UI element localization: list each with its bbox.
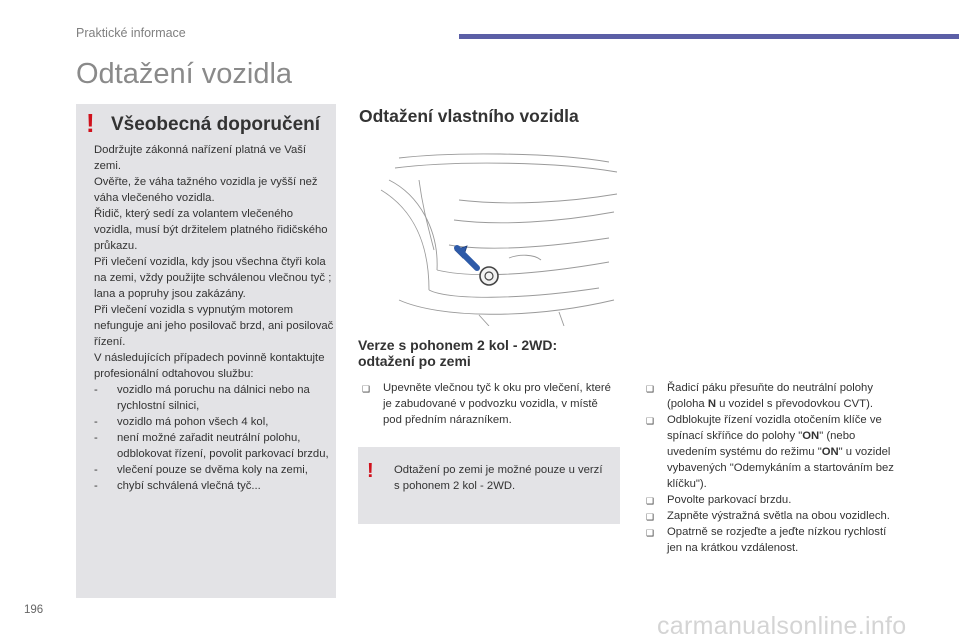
list-item: - není možné zařadit neutrální polohu, odblokovat řízení, povolit parkovací brzdu, bbox=[94, 432, 329, 460]
page-number: 196 bbox=[24, 604, 44, 616]
paragraph: Při vlečení vozidla s vypnutým motorem nefunguje ani jeho posilovač brzd, ani posilovač řízení. bbox=[94, 304, 334, 348]
checkbox-bullet-icon: ❑ bbox=[646, 528, 655, 538]
towing-eye-illustration bbox=[359, 150, 620, 326]
checkbox-bullet-icon: ❑ bbox=[646, 416, 655, 426]
checkbox-bullet-icon: ❑ bbox=[646, 384, 655, 394]
list-item: - chybí schválená vlečná tyč... bbox=[94, 480, 261, 492]
paragraph: Řidič, který sedí za volantem vlečeného vozidla, musí být držitelem platného řidičského průkazu. bbox=[94, 208, 328, 252]
page-title: Odtažení vozidla bbox=[76, 58, 293, 90]
note-text: Odtažení po zemi je možné pouze u verzí s pohonem 2 kol - 2WD. bbox=[394, 464, 603, 492]
arrow-shaft bbox=[457, 248, 477, 268]
checkbox-bullet-icon: ❑ bbox=[362, 384, 371, 394]
checkbox-bullet-icon: ❑ bbox=[646, 496, 655, 506]
list-item: ❑ Upevněte vlečnou tyč k oku pro vlečení, které je zabudované v podvozku vozidla, v místě pod předním nárazníkem. bbox=[362, 382, 611, 426]
paragraph: Ověřte, že váha tažného vozidla je vyšší než váha vlečeného vozidla. bbox=[94, 176, 318, 204]
list-item: - vozidlo má poruchu na dálnici nebo na rychlostní silnici, bbox=[94, 384, 310, 412]
general-advice-text bbox=[94, 142, 334, 494]
list-item: ❑ Zapněte výstražná světla na obou vozidlech. bbox=[646, 508, 896, 524]
left-bullet-list bbox=[362, 380, 617, 428]
checkbox-bullet-icon: ❑ bbox=[646, 512, 655, 522]
header-accent-bar bbox=[459, 34, 959, 39]
general-advice-title: Všeobecná doporučení bbox=[111, 114, 321, 135]
list-marker: - bbox=[94, 432, 98, 444]
towing-eye bbox=[480, 267, 498, 285]
list-marker: - bbox=[94, 416, 98, 428]
list-marker: - bbox=[94, 480, 98, 492]
watermark: carmanualsonline.info bbox=[657, 612, 907, 640]
list-item: - vlečení pouze se dvěma koly na zemi, bbox=[94, 464, 308, 476]
list-item: ❑ Odblokujte řízení vozidla otočením klíče ve spínací skříňce do polohy "ON" (nebo uvedením systému do režimu "ON" u vozidel vybavených "Odemykáním a startováním bez klíčku"). bbox=[646, 414, 894, 490]
warning-icon: ! bbox=[367, 460, 374, 482]
list-item: ❑ Opatrně se rozjeďte a jeďte nízkou rychlostí jen na krátkou vzdálenost. bbox=[646, 526, 887, 554]
list-marker: - bbox=[94, 464, 98, 476]
warning-icon: ! bbox=[86, 108, 95, 138]
section-header: Praktické informace bbox=[76, 26, 186, 40]
paragraph: Při vlečení vozidla, kdy jsou všechna čtyři kola na zemi, vždy použijte schválenou vlečnou tyč ; lana a popruhy jsou zakázány. bbox=[94, 256, 332, 300]
list-item: - vozidlo má pohon všech 4 kol, bbox=[94, 416, 269, 428]
paragraph: V následujících případech povinně kontaktujte profesionální odtahovou službu: bbox=[94, 352, 325, 380]
list-marker: - bbox=[94, 384, 98, 396]
tow-service-list bbox=[94, 382, 334, 494]
own-vehicle-title: Odtažení vlastního vozidla bbox=[359, 106, 579, 126]
right-bullet-list bbox=[646, 380, 896, 556]
list-item: ❑ Povolte parkovací brzdu. bbox=[646, 492, 896, 508]
paragraph: Dodržujte zákonná nařízení platná ve Vaší zemi. bbox=[94, 144, 307, 172]
list-item: ❑ Řadicí páku přesuňte do neutrální polohy (poloha N u vozidel s převodovkou CVT). bbox=[646, 382, 873, 410]
2wd-subtitle: Verze s pohonem 2 kol - 2WD: odtažení po zemi bbox=[358, 337, 558, 369]
